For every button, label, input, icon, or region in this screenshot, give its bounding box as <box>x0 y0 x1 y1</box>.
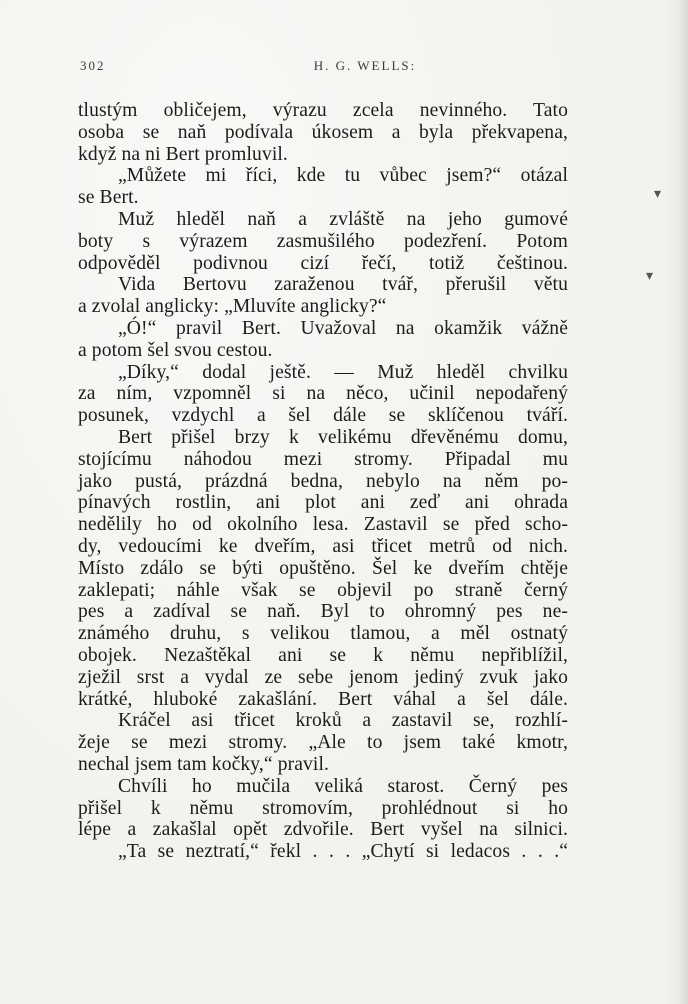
text-line: boty s výrazem zasmušilého podezření. Potom <box>78 230 568 252</box>
text-line: tlustým obličejem, výrazu zcela nevinného. Tato <box>78 100 568 121</box>
text-line: a zvolal anglicky: „Mluvíte anglicky?“ <box>78 296 387 318</box>
text-line: Kráčel asi třicet kroků a zastavil se, rozhlí- <box>118 710 568 732</box>
text-line: „Díky,“ dodal ještě. — Muž hleděl chvilku <box>118 361 568 383</box>
margin-speck-mark: ▾ <box>646 268 654 284</box>
text-line: Chvíli ho mučila veliká starost. Černý pes <box>118 775 568 797</box>
text-line: „Ó!“ pravil Bert. Uvažoval na okamžik vážně <box>118 317 568 339</box>
text-line: Bert přišel brzy k velikému dřevěnému domu, <box>118 426 568 448</box>
text-line: se Bert. <box>78 187 139 209</box>
text-line: pes a zadíval se naň. Byl to ohromný pes ne- <box>78 601 568 623</box>
text-line: Vida Bertovu zaraženou tvář, přerušil větu <box>118 274 568 296</box>
text-line: nedělily ho od okolního lesa. Zastavil se před scho- <box>78 514 568 536</box>
margin-speck-mark: ▾ <box>654 186 662 202</box>
text-line: Muž hleděl naň a zvláště na jeho gumové <box>118 208 568 230</box>
text-line: lépe a zakašlal opět zdvořile. Bert vyšel na silnici. <box>78 819 568 841</box>
text-line: posunek, vzdychl a šel dále se sklíčenou tváří. <box>78 405 568 427</box>
text-line: „Můžete mi říci, kde tu vůbec jsem?“ otázal <box>118 165 568 187</box>
text-line: stojícímu náhodou mezi stromy. Připadal mu <box>78 448 568 470</box>
running-head: H. G. WELLS: <box>313 58 417 73</box>
text-line: jako pustá, prázdná bedna, nebylo na něm po- <box>78 470 568 492</box>
text-line: žeje se mezi stromy. „Ale to jsem také kmotr, <box>78 732 568 754</box>
text-line: zježil srst a vydal ze sebe jenom jediný zvuk jako <box>78 666 568 688</box>
text-line: a potom šel svou cestou. <box>78 339 273 361</box>
text-line: dy, vedoucími ke dveřím, asi třicet metrů od nich. <box>78 535 568 557</box>
text-line: zaklepati; náhle však se objevil po straně černý <box>78 579 568 601</box>
text-line: přišel k němu stromovím, prohlédnout si ho <box>78 797 568 819</box>
text-line: známého druhu, s velikou tlamou, a měl ostnatý <box>78 623 568 645</box>
text-line: „Ta se neztratí,“ řekl . . . „Chytí si ledacos . . .“ <box>118 841 568 863</box>
text-line: krátké, hluboké zakašlání. Bert váhal a šel dále. <box>78 688 568 710</box>
body-text <box>78 100 568 863</box>
text-line: odpověděl podivnou cizí řečí, totiž češtinou. <box>78 252 568 274</box>
text-line: za ním, vzpomněl si na něco, učinil nepodařený <box>78 383 568 405</box>
page-number: 302 <box>80 58 106 73</box>
text-line: obojek. Nezaštěkal ani se k němu nepřiblížil, <box>78 644 568 666</box>
text-line: nechal jsem tam kočky,“ pravil. <box>78 753 330 775</box>
page-header <box>80 58 580 80</box>
page-edge-shadow <box>666 0 688 1004</box>
text-line: osoba se naň podívala úkosem a byla překvapena, <box>78 121 568 143</box>
text-line: když na ni Bert promluvil. <box>78 143 288 165</box>
text-line: Místo zdálo se býti opuštěno. Šel ke dveřím chtěje <box>78 557 568 579</box>
text-line: pínavých rostlin, ani plot ani zeď ani ohrada <box>78 492 568 514</box>
